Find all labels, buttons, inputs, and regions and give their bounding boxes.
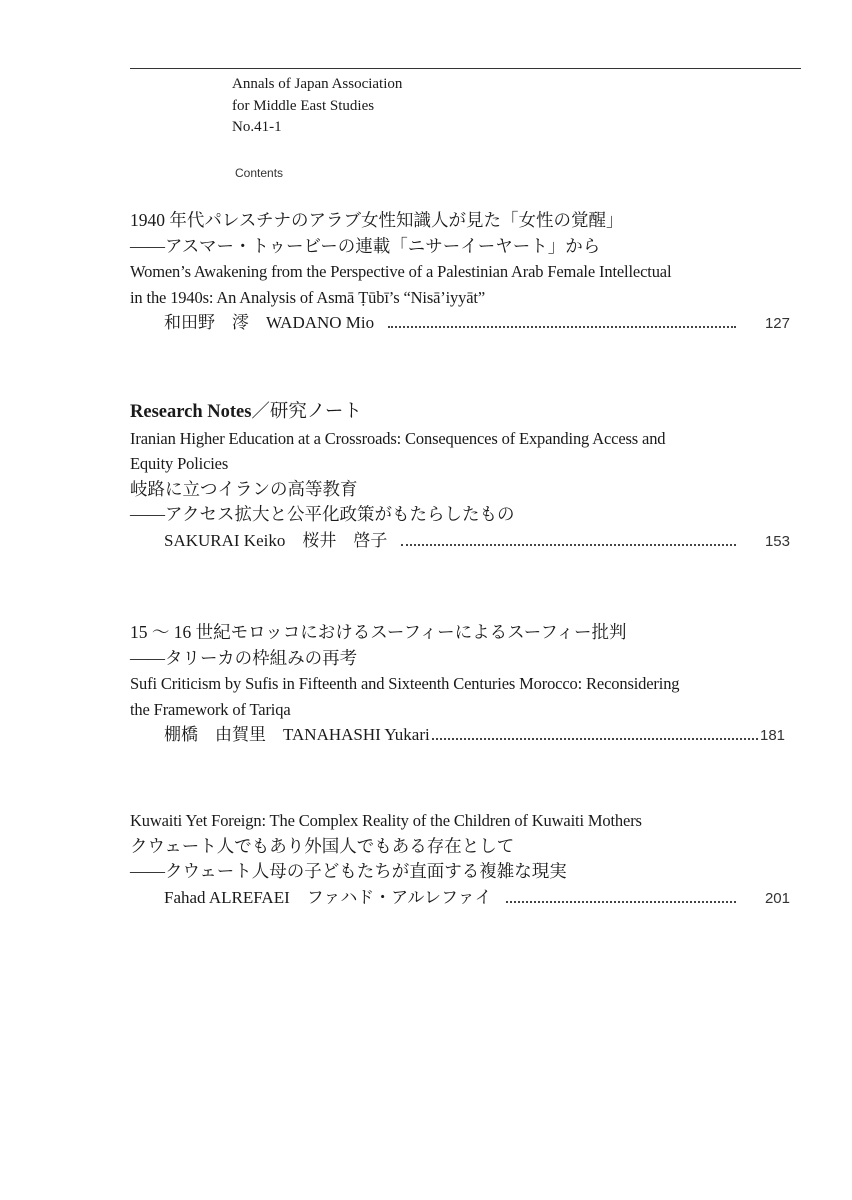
section-heading-en: Research Notes (130, 402, 252, 422)
journal-name-line-1: Annals of Japan Association (232, 76, 403, 92)
author-row (130, 722, 790, 749)
article-title-jp: 15 ～ 16 世紀モロッコにおけるスーフィーによるスーフィー批判 (130, 622, 627, 642)
dot-leader (388, 326, 736, 328)
toc-entry-tanahashi[interactable] (130, 620, 790, 749)
journal-header (232, 74, 402, 139)
issue-number: No.41-1 (232, 119, 282, 135)
article-title-en: Kuwaiti Yet Foreign: The Complex Reality of the Children of Kuwaiti Mothers (130, 811, 642, 830)
article-subtitle-jp: ――アスマー・トゥービーの連載「ニサーイーヤート」から (130, 235, 601, 256)
header-rule (130, 68, 801, 69)
author-row (130, 310, 790, 337)
page-number[interactable]: 153 (764, 532, 790, 550)
article-title-jp: 1940 年代パレスチナのアラブ女性知識人が見た「女性の覚醒」 (130, 210, 624, 230)
section-heading-research-notes (130, 400, 790, 426)
contents-label: Contents (235, 166, 284, 180)
article-subtitle-jp: ――タリーカの枠組みの再考 (130, 647, 358, 668)
article-subtitle-jp: ――アクセス拡大と公平化政策がもたらしたもの (130, 504, 515, 524)
article-title-jp: 岐路に立つイランの高等教育 (130, 478, 358, 499)
article-title-en-cont: the Framework of Tariqa (130, 699, 291, 719)
article-author: 和田野 澪 WADANO Mio (164, 313, 375, 332)
section-heading-jp: ／研究ノート (251, 402, 362, 422)
article-title-en: Women’s Awakening from the Perspective of a Palestinian Arab Female Intellectual (130, 262, 672, 281)
article-title-en: Iranian Higher Education at a Crossroads: Consequences of Expanding Access and (130, 428, 666, 448)
article-title-en-cont: in the 1940s: An Analysis of Asmā Ṭūbī’s “Nisā’iyyāt” (130, 287, 486, 307)
article-title-en: Sufi Criticism by Sufis in Fifteenth and Sixteenth Centuries Morocco: Reconsidering (130, 674, 680, 693)
article-subtitle-jp: ――クウェート人母の子どもたちが直面する複雑な現実 (130, 861, 567, 881)
article-title-en-cont: Equity Policies (130, 454, 229, 473)
page-number[interactable]: 127 (764, 315, 790, 332)
article-author: 棚橋 由賀里 TANAHASHI Yukari (164, 725, 430, 744)
page-number[interactable]: 201 (764, 889, 790, 907)
author-row (130, 885, 790, 912)
journal-name-line-2: for Middle East Studies (232, 97, 375, 114)
article-author: Fahad ALREFAEI ファハド・アルレファイ (164, 887, 492, 907)
dot-leader (401, 544, 736, 546)
page-number[interactable]: 181 (760, 727, 786, 744)
author-row (130, 528, 790, 555)
article-author: SAKURAI Keiko 桜井 啓子 (164, 530, 388, 550)
article-title-jp: クウェート人でもあり外国人でもある存在として (130, 835, 515, 856)
dot-leader (506, 901, 736, 903)
toc-entry-alrefaei[interactable] (130, 808, 790, 911)
dot-leader (432, 738, 758, 740)
toc-entry-sakurai[interactable] (130, 400, 790, 554)
toc-entry-wadano[interactable] (130, 208, 790, 337)
